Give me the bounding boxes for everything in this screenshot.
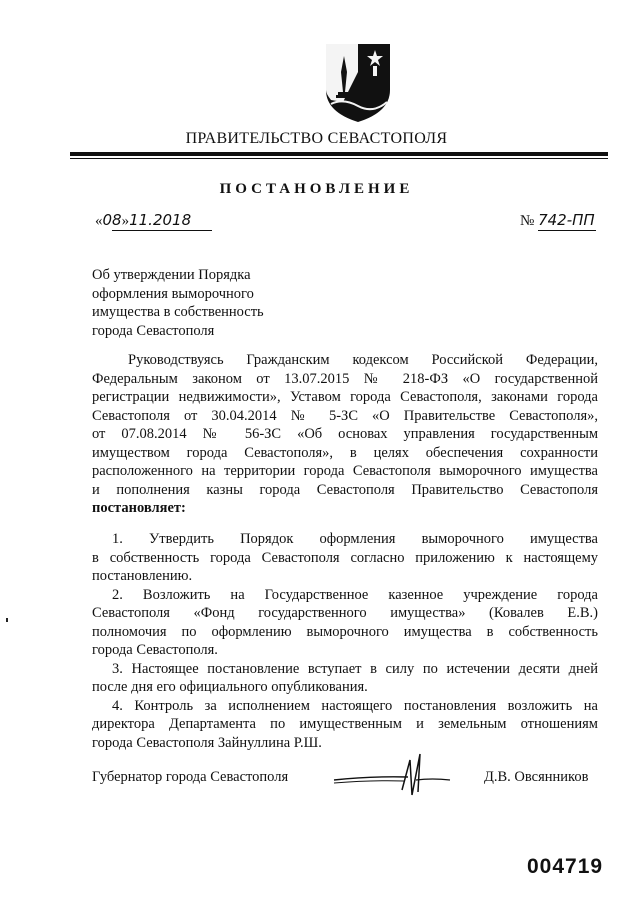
item-2-line: полномочия по оформлению выморочного имущества в собственность: [92, 623, 598, 640]
subject-line: имущества в собственность: [92, 304, 264, 320]
preamble-line: и пополнения казны города Севастополя Правительство Севастополя: [92, 481, 598, 498]
preamble-line: Руководствуясь Гражданским кодексом Российской Федерации,: [128, 352, 598, 368]
item-1-line: постановлению.: [92, 568, 193, 584]
subject-line: оформления выморочного: [92, 285, 254, 302]
document-subject: [92, 266, 352, 340]
date-underline: [112, 230, 212, 231]
item-2-line: 2. Возложить на Государственное казенное учреждение города: [112, 586, 598, 603]
item-2-line: города Севастополя.: [92, 642, 218, 658]
handwritten-signature: [332, 750, 452, 800]
preamble-line: Севастополя от 30.04.2014 № 5-ЗС «О Правительстве Севастополя»,: [92, 407, 598, 424]
document-number: № 742-ПП: [520, 211, 595, 229]
item-3-line: после дня его официального опубликования.: [92, 679, 368, 695]
signatory-name: Д.В. Овсянников: [484, 769, 589, 785]
subject-line: города Севастополя: [92, 322, 215, 339]
preamble-line: расположенного на территории города Севастополя выморочного имущества: [92, 463, 598, 479]
number-underline: [538, 230, 596, 231]
subject-line: Об утверждении Порядка: [92, 267, 251, 283]
preamble-line: регистрации недвижимости», Уставом города Севастополя, законами города: [92, 389, 598, 405]
document-date: «08»11.2018: [95, 211, 192, 229]
item-2-line: Севастополя «Фонд государственного имущества» (Ковалев Е.В.): [92, 605, 598, 621]
signatory-title: Губернатор города Севастополя: [92, 769, 289, 785]
government-name: ПРАВИТЕЛЬСТВО СЕВАСТОПОЛЯ: [185, 130, 448, 147]
resolves-line: постановляет:: [92, 500, 186, 516]
resolves-word: постановляет: [92, 500, 182, 516]
date-rest: 11.2018: [129, 211, 192, 229]
item-4-line: города Севастополя Зайнуллина Р.Ш.: [92, 734, 322, 751]
item-1-line: в собственность города Севастополя согласно приложению к настоящему: [92, 549, 598, 566]
number-value: 742-ПП: [538, 211, 595, 229]
sevastopol-emblem-icon: [323, 42, 393, 124]
item-3-line: 3. Настоящее постановление вступает в силу по истечении десяти дней: [112, 660, 598, 677]
document-type: ПОСТАНОВЛЕНИЕ: [219, 181, 414, 197]
preamble-line: имуществом города Севастополя», в целях обеспечения сохранности: [92, 444, 598, 461]
header-rule-thin: [70, 158, 608, 159]
serial-number: 004719: [527, 855, 604, 878]
preamble-line: от 07.08.2014 № 56-ЗС «Об основах управления государственным: [92, 426, 598, 442]
header-rule-thick: [70, 152, 608, 156]
item-4-line: 4. Контроль за исполнением настоящего постановления возложить на: [112, 697, 598, 714]
date-day: 08: [102, 211, 122, 229]
item-1-line: 1. Утвердить Порядок оформления выморочного имущества: [112, 531, 598, 547]
scan-mark: [6, 618, 8, 622]
preamble-line: Федеральным законом от 13.07.2015 № 218-ФЗ «О государственной: [92, 370, 598, 387]
item-4-line: директора Департамента по имущественным и земельным отношениям: [92, 716, 598, 732]
